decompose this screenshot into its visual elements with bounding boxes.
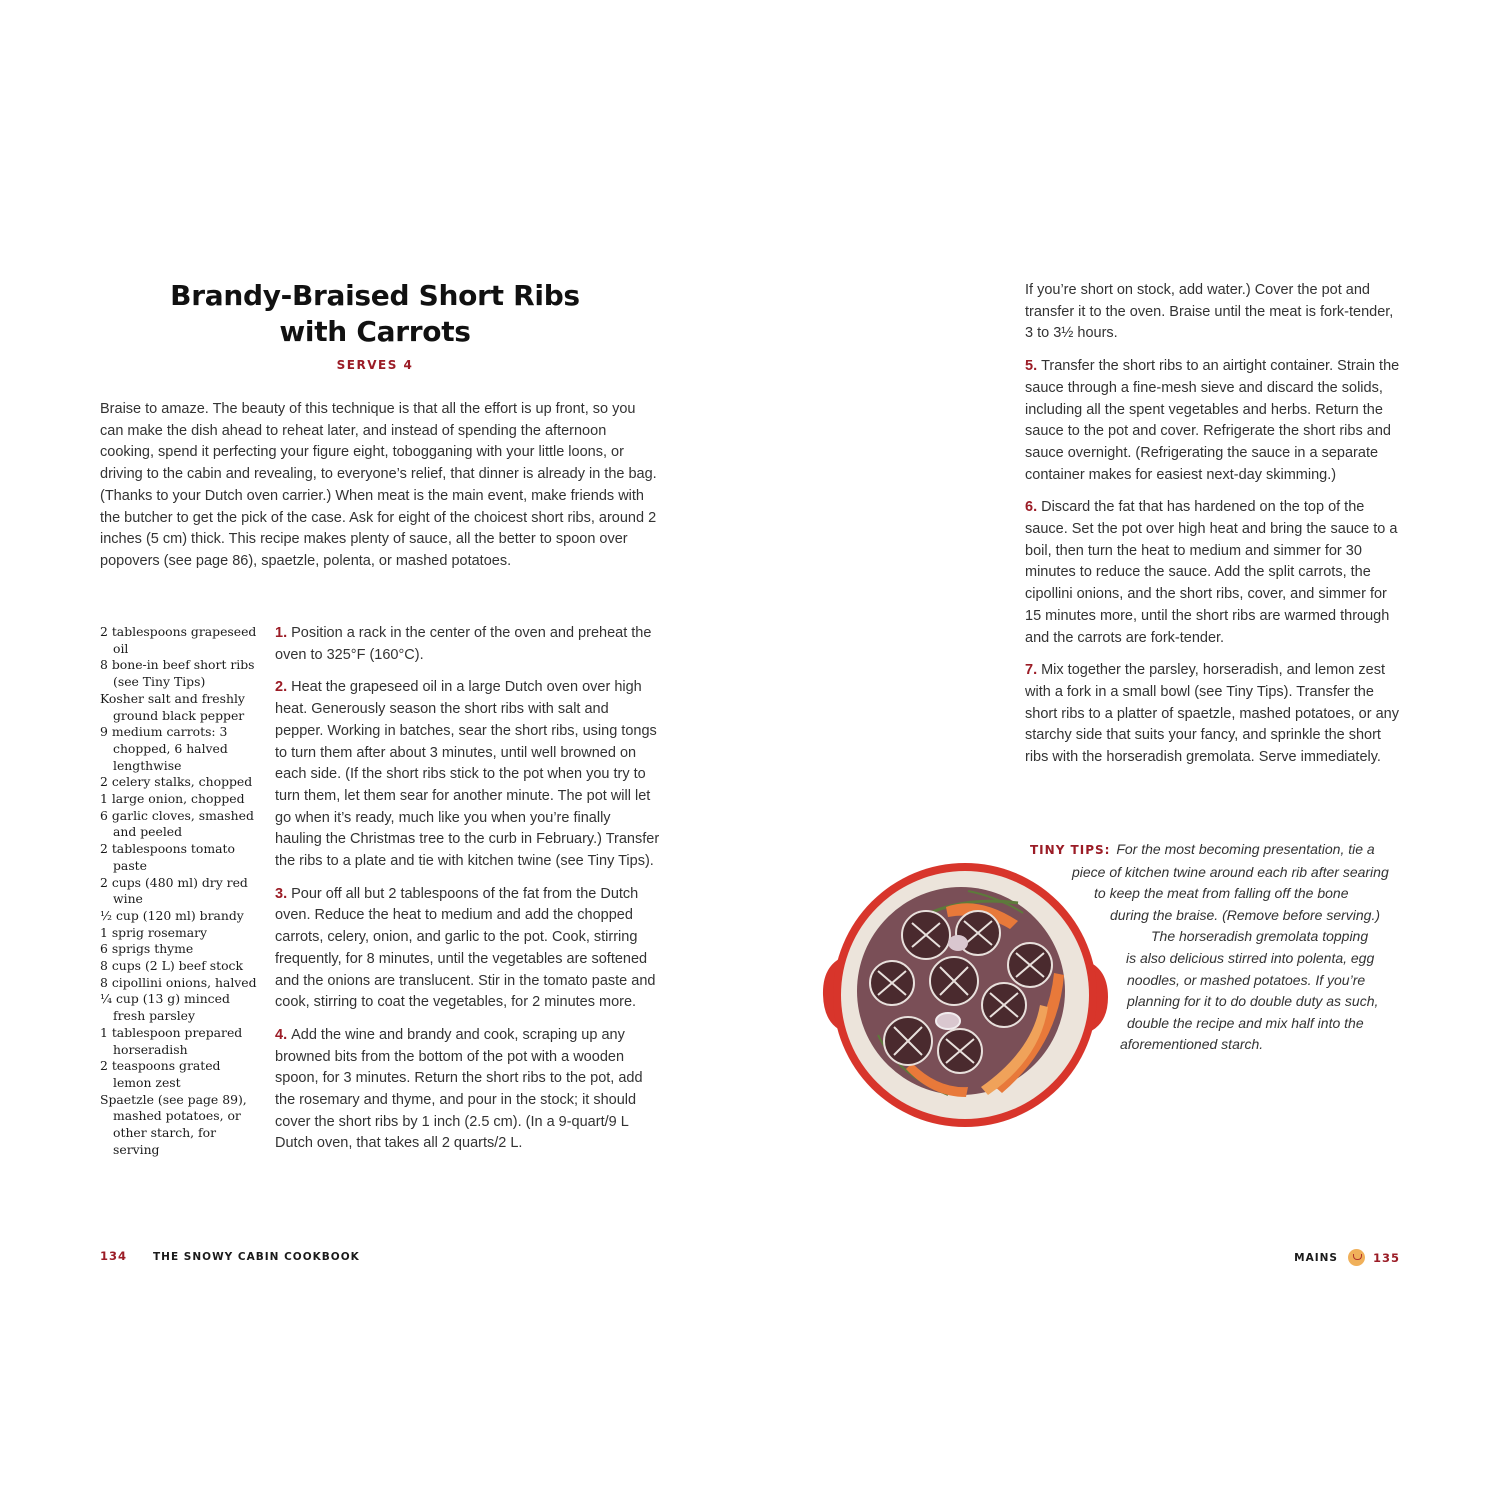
ingredient-item: Spaetzle (see page 89), mashed potatoes, or other starch, for serving — [100, 1091, 247, 1157]
step-number: 3. — [275, 885, 288, 902]
page-number: 134 — [100, 1249, 128, 1263]
step-number: 2. — [275, 679, 288, 696]
ingredient-item: Kosher salt and freshly ground black pepper — [100, 690, 245, 723]
step-number: 5. — [1025, 358, 1038, 375]
tips-line: is also delicious stirred into polenta, egg — [1126, 949, 1375, 966]
ingredient-item: 2 teaspoons grated lemon zest — [100, 1058, 221, 1090]
step-text: Mix together the parsley, horseradish, and lemon zest with a fork in a small bowl (see Tiny Tips). Transfer the short ribs to a platter of spaetzle, mashed potatoes, or any starchy side that suits your fancy, and sprinkle the short ribs with the horseradish gremolata. Serve immediately. — [1025, 662, 1399, 766]
tips-text: For the most becoming presentation, tie a — [1116, 841, 1375, 857]
step-text: Heat the grapeseed oil in a large Dutch oven over high heat. Generously season the short ribs with salt and pepper. Working in batches, sear the short ribs, using tongs to turn them after about 3 minutes, until well browned on each side. (If the short ribs stick to the pot when you try to turn them, let them sear for another minute. The pot will let go when it’s ready, much like you when you’re finally hauling the Christmas tree to the curb in February.) Transfer the ribs to a plate and tie with kitchen twine (see Tiny Tips). — [275, 679, 660, 870]
method-steps-right — [1025, 280, 1405, 780]
method-step — [275, 677, 660, 872]
step-number: 4. — [275, 1026, 288, 1043]
tips-label: TINY TIPS: — [1030, 843, 1111, 857]
title-line-1: Brandy-Braised Short Ribs — [170, 279, 580, 312]
tips-line: planning for it to do double duty as such, — [1127, 993, 1379, 1010]
pot-emblem-icon — [1348, 1249, 1365, 1266]
step-number: 7. — [1025, 662, 1038, 679]
ingredient-item: 8 cups (2 L) beef stock — [100, 958, 243, 974]
ingredient-item: 2 tablespoons grapeseed oil — [100, 624, 257, 656]
ingredient-item: 8 cipollini onions, halved — [100, 974, 257, 990]
section-name: MAINS — [1294, 1251, 1338, 1264]
tiny-tips — [1030, 839, 1410, 1056]
method-steps-left — [275, 623, 660, 1166]
footer-left — [100, 1249, 360, 1263]
ingredient-item: 6 garlic cloves, smashed and peeled — [100, 807, 254, 840]
title-line-2: with Carrots — [279, 315, 471, 348]
ingredient-item: ¼ cup (13 g) minced fresh parsley — [100, 991, 230, 1024]
ingredient-item: 8 bone-in beef short ribs (see Tiny Tips) — [100, 657, 255, 690]
ingredient-list — [100, 624, 260, 1159]
step-number: 1. — [275, 625, 288, 641]
tips-line: aforementioned starch. — [1120, 1036, 1264, 1053]
ingredient-item: 1 large onion, chopped — [100, 791, 245, 807]
tips-line: The horseradish gremolata topping — [1151, 928, 1369, 945]
method-step — [275, 623, 660, 666]
step-text: Discard the fat that has hardened on the top of the sauce. Set the pot over high heat and bring the sauce to a boil, then turn the heat to medium and simmer for 30 minutes to reduce the sauce. Add the split carrots, the cipollini onions, and the short ribs, cover, and simmer for 15 minutes more, until the short ribs are warmed through and the carrots are fork-tender. — [1025, 499, 1398, 646]
ingredient-item: 6 sprigs thyme — [100, 941, 194, 957]
ingredient-item: 1 sprig rosemary — [100, 924, 208, 940]
ingredient-item: 2 celery stalks, chopped — [100, 774, 253, 790]
ingredient-item: 2 cups (480 ml) dry red wine — [100, 874, 248, 907]
serves-label: SERVES 4 — [336, 358, 414, 372]
ingredient-item: 9 medium carrots: 3 chopped, 6 halved lengthwise — [100, 724, 228, 773]
recipe-title — [100, 278, 650, 350]
step-number: 6. — [1025, 499, 1038, 516]
step-text: Pour off all but 2 tablespoons of the fat from the Dutch oven. Reduce the heat to medium and add the chopped carrots, celery, onion, and garlic to the pot. Cook, stirring frequently, for 8 minutes, until the vegetables are softened and the onions are translucent. Stir in the tomato paste and cook, stirring to coat the vegetables, for 2 minutes more. — [275, 885, 656, 1011]
page-number: 135 — [1372, 1250, 1400, 1265]
tips-line: during the braise. (Remove before serving.) — [1110, 906, 1381, 923]
step-text: Position a rack in the center of the oven and preheat the oven to 325°F (160°C). — [275, 625, 652, 663]
intro-paragraph: Braise to amaze. The beauty of this technique is that all the effort is up front, so you can make the dish ahead to reheat later, and instead of spending the afternoon cooking, spend it perfecting your figure eight, tobogganing with your little loons, or driving to the cabin and revealing, to everyone’s relief, that dinner is already in the bag. (Thanks to your Dutch oven carrier.) When meat is the main event, make friends with the butcher to get the pick of the case. Ask for eight of the choicest short ribs, around 2 inches (5 cm) thick. This recipe makes plenty of sauce, all the better to spoon over popovers (see page 86), spaetzle, polenta, or mashed potatoes. — [100, 401, 657, 569]
ingredient-item: 1 tablespoon prepared horseradish — [100, 1024, 243, 1057]
method-step — [275, 884, 660, 1014]
ingredient-item: ½ cup (120 ml) brandy — [100, 907, 244, 923]
tips-line: noodles, or mashed potatoes. If you’re — [1127, 971, 1366, 988]
tips-line: piece of kitchen twine around each rib after searing — [1072, 863, 1389, 880]
step-text: Add the wine and brandy and cook, scraping up any browned bits from the bottom of the pot with a wooden spoon, for 3 minutes. Return the short ribs to the pot, add the rosemary and thyme, and pour in the stock; it should cover the short ribs by 1 inch (2.5 cm). (In a 9-quart/9 L Dutch oven, that takes all 2 quarts/2 L. — [275, 1026, 643, 1152]
tips-line — [1030, 839, 1410, 862]
method-step — [1025, 356, 1405, 486]
tips-line: double the recipe and mix half into the — [1127, 1014, 1364, 1031]
continued-step-text: If you’re short on stock, add water.) Cover the pot and transfer it to the oven. Braise until the meat is fork-tender, 3 to 3½ hours. — [1025, 282, 1394, 342]
method-step — [1025, 660, 1405, 769]
method-step — [275, 1025, 660, 1155]
step-text: Transfer the short ribs to an airtight container. Strain the sauce through a fine-mesh sieve and discard the solids, including all the spent vegetables and herbs. Return the sauce to the pot and cover. Refrigerate the short ribs and sauce overnight. (Refrigerating the sauce in a separate container makes for easiest next-day skimming.) — [1025, 358, 1400, 483]
method-step — [1025, 497, 1405, 649]
ingredient-item: 2 tablespoons tomato paste — [100, 841, 235, 873]
book-title: THE SNOWY CABIN COOKBOOK — [153, 1251, 360, 1263]
footer-right — [1294, 1249, 1400, 1266]
tips-line: to keep the meat from falling off the bone — [1094, 885, 1349, 902]
